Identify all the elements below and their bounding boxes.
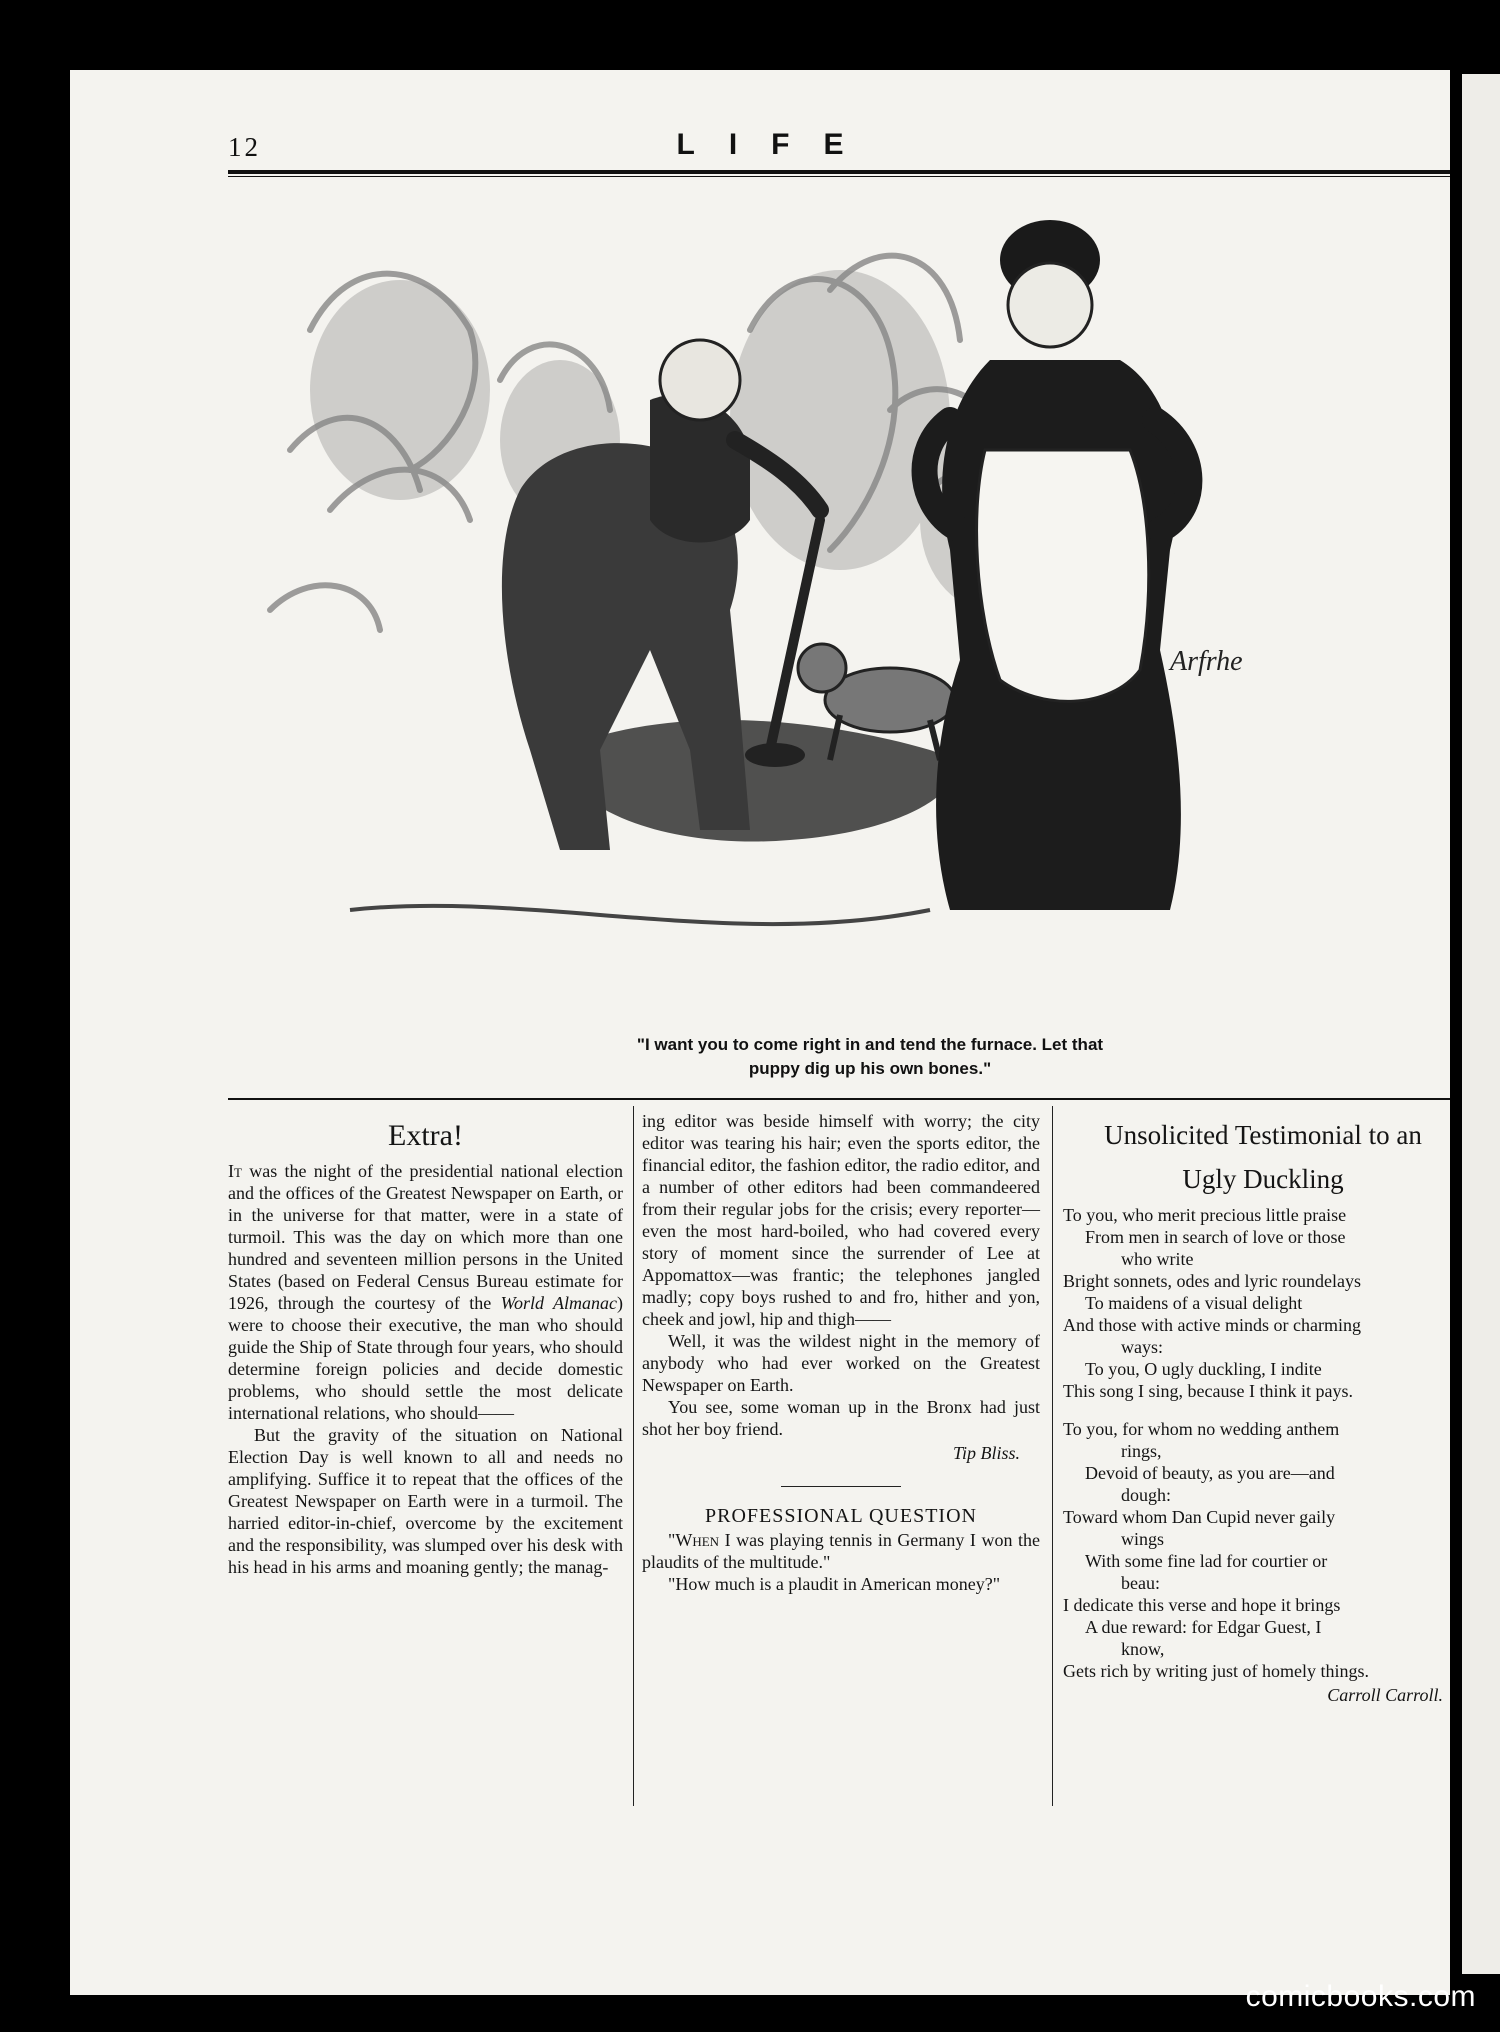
dropcap-it: It [228,1161,242,1181]
professional-question [642,1529,1040,1573]
extra-paragraph-4: Well, it was the wildest night in the memory of anybody who had ever worked on the Greatest Newspaper on Earth. [642,1331,1040,1395]
column-extra-2 [642,1110,1040,1595]
section-rule [228,1098,1450,1100]
extra-p1-italic: World Almanac [500,1293,617,1313]
poem-line: Bright sonnets, odes and lyric roundelays [1063,1271,1361,1291]
poem-line: And those with active minds or charming [1063,1315,1361,1335]
poem-line: Gets rich by writing just of homely things. [1063,1661,1369,1681]
dropcap-when: "When [668,1530,720,1550]
woman-figure [925,220,1190,910]
poem-title-line-1: Unsolicited Testimonial to an [1104,1120,1422,1150]
column-divider-2 [1052,1106,1053,1806]
column-divider-1 [633,1106,634,1806]
poem-line: With some fine lad for courtier or [1085,1551,1328,1571]
poem-author: Carroll Carroll. [1327,1685,1443,1705]
extra-paragraph-2: But the gravity of the situation on National Election Day is well known to all and needs no amplifying. Suffice it to repeat that the offices of the Greatest Newspaper on Earth were in a turmoil. The harried editor-in-chief, overcome by the excitement and the responsibility, was slumped over his desk with his head in his arms and moaning gently; the manag- [228,1425,623,1577]
poem-line: Devoid of beauty, as you are—and [1085,1463,1335,1483]
poem-line: know, [1121,1639,1165,1659]
page-number: 12 [228,132,261,162]
poem-line: ways: [1121,1337,1163,1357]
poem-line: I dedicate this verse and hope it brings [1063,1595,1341,1615]
poem-line: rings, [1121,1441,1162,1461]
column-poem [1063,1110,1450,1706]
watermark: comicbooks.com [1245,1980,1476,2013]
professional-answer: "How much is a plaudit in American money?" [668,1574,1001,1594]
extra-p1-text: was the night of the presidential national election and the offices of the Greatest Newspaper on Earth, or in the universe for that matter, were in a state of turmoil. This was the day on which more than one hundred and seventeen million persons in the United States (based on Federal Census Bureau estimate for 1926, through the courtesy of the [228,1161,623,1313]
extra-paragraph-1 [228,1160,623,1424]
extra-p1-tail: ) were to choose their executive, the man who should guide the Ship of State through four years, who should determine foreign policies and decide domestic problems, who should settle the most delicate international relations, who should—— [228,1293,623,1423]
extra-author: Tip Bliss. [952,1443,1020,1463]
poem-line: wings [1121,1529,1165,1549]
caption-line-2: puppy dig up his own bones." [748,1059,992,1078]
caption-line-1: "I want you to come right in and tend the furnace. Let that [636,1035,1104,1054]
article-title-extra: Extra! [388,1119,463,1152]
poem-line: This song I sing, because I think it pays. [1063,1381,1353,1401]
poem-line: who write [1121,1249,1194,1269]
ground-line [350,906,930,924]
poem-line: dough: [1121,1485,1172,1505]
poem-line: A due reward: for Edgar Guest, I [1085,1617,1322,1637]
article-separator [781,1486,901,1487]
column-extra-1 [228,1110,623,1578]
magazine-page [70,70,1450,1995]
poem-line: To you, who merit precious little praise [1063,1205,1347,1225]
stanza-break [1063,1402,1450,1418]
poem-line: beau: [1121,1573,1160,1593]
extra-paragraph-5: You see, some woman up in the Bronx had just shot her boy friend. [642,1397,1040,1439]
cartoon-illustration [230,190,1450,1090]
extra-paragraph-3: ing editor was beside himself with worry; the city editor was tearing his hair; even the sports editor, the financial editor, the fashion editor, the radio editor, and a number of other editors had been commandeered from their regular jobs for the crisis; every reporter—even the most hard-boiled, who had covered every story of moment since the surrender of Lee at Appomattox—was frantic; the telephones jangled madly; copy boys rushed to and fro, hither and yon, cheek and jowl, hip and thigh—— [642,1111,1040,1329]
masthead-title: LIFE [676,128,878,161]
cartoon-caption [490,1033,1250,1081]
poem-line: Toward whom Dan Cupid never gaily [1063,1507,1336,1527]
article-title-professional: PROFESSIONAL QUESTION [705,1505,977,1527]
poem-line: To maidens of a visual delight [1085,1293,1303,1313]
artist-signature: Arfrhe [1170,646,1243,677]
poem-line: From men in search of love or those [1085,1227,1346,1247]
ground-shadow [560,720,953,842]
poem-line: To you, for whom no wedding anthem [1063,1419,1340,1439]
professional-question-text: I was playing tennis in Germany I won the plaudits of the multitude." [642,1530,1040,1572]
masthead-rule [228,170,1450,177]
facing-page-edge [1462,74,1500,1974]
poem-line: To you, O ugly duckling, I indite [1085,1359,1322,1379]
poem-title-line-2: Ugly Duckling [1182,1164,1344,1194]
